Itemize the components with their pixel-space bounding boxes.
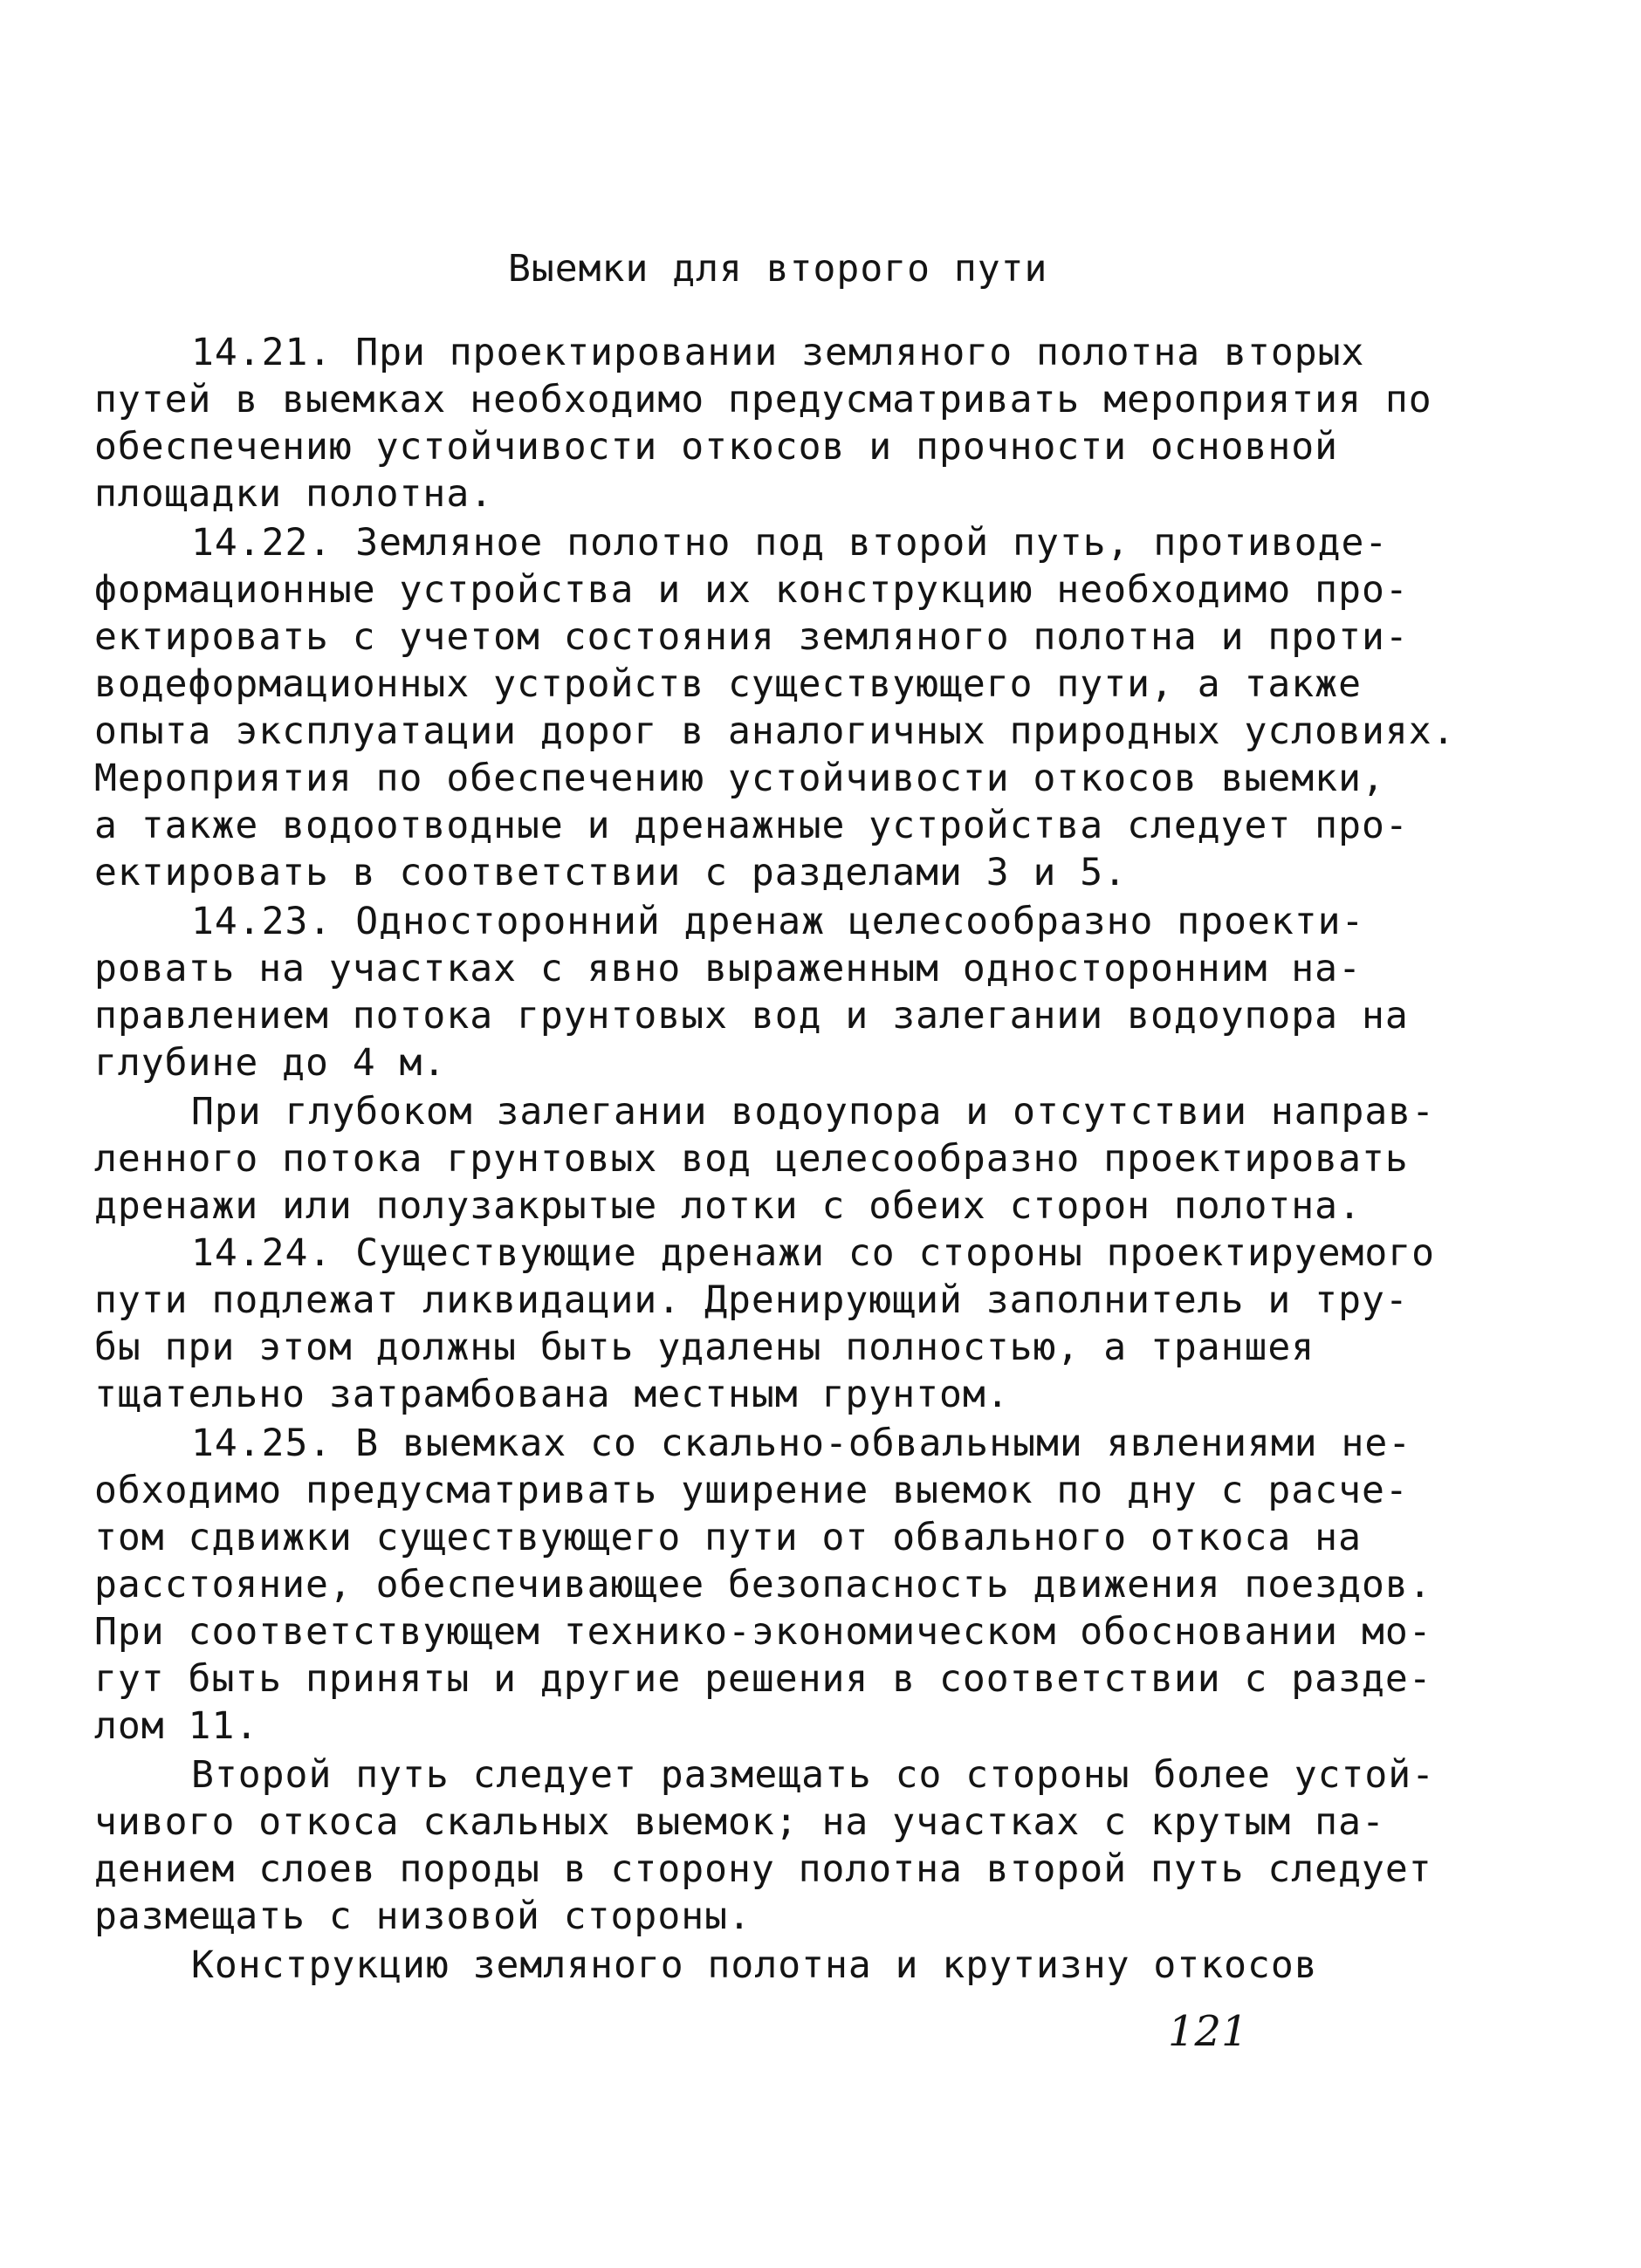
text-line: формационные устройства и их конструкцию необходимо про- <box>94 568 1409 612</box>
text-line: 14.25. В выемках со скально-обвальными явлениями не- <box>191 1422 1412 1465</box>
text-line: ленного потока грунтовых вод целесообразно проектировать <box>94 1137 1409 1181</box>
text-line: лом 11. <box>94 1704 259 1748</box>
text-line: площадки полотна. <box>94 472 494 516</box>
section-heading: Выемки для второго пути <box>508 247 1048 291</box>
text-line: водеформационных устройств существующего пути, а также <box>94 662 1362 706</box>
text-line: гут быть приняты и другие решения в соответствии с разде- <box>94 1657 1432 1701</box>
text-line: пути подлежат ликвидации. Дренирующий заполнитель и тру- <box>94 1278 1409 1322</box>
text-line: расстояние, обеспечивающее безопасность движения поездов. <box>94 1563 1432 1607</box>
text-line: ровать на участках с явно выраженным односторонним на- <box>94 947 1362 990</box>
text-line: бы при этом должны быть удалены полностью, а траншея <box>94 1326 1315 1369</box>
text-line: опыта эксплуатации дорог в аналогичных природных условиях. <box>94 709 1456 753</box>
text-line: 14.24. Существующие дренажи со стороны проектируемого <box>191 1231 1436 1275</box>
text-line: Второй путь следует размещать со стороны более устой- <box>191 1753 1436 1797</box>
text-line: глубине до 4 м. <box>94 1041 447 1085</box>
text-line: размещать с низовой стороны. <box>94 1895 752 1938</box>
text-line: Конструкцию земляного полотна и крутизну откосов <box>191 1943 1318 1987</box>
text-line: чивого откоса скальных выемок; на участках с крутым па- <box>94 1800 1385 1844</box>
text-line: а также водоотводные и дренажные устройства следует про- <box>94 804 1409 847</box>
text-line: путей в выемках необходимо предусматривать мероприятия по <box>94 378 1432 421</box>
text-line: обходимо предусматривать уширение выемок по дну с расче- <box>94 1469 1409 1512</box>
page-number: 121 <box>1168 2007 1248 2056</box>
text-line: При глубоком залегании водоупора и отсутствии направ- <box>191 1090 1436 1134</box>
text-line: правлением потока грунтовых вод и залегании водоупора на <box>94 994 1409 1038</box>
text-line: 14.22. Земляное полотно под второй путь, противоде- <box>191 521 1389 565</box>
text-line: обеспечению устойчивости откосов и прочности основной <box>94 425 1339 469</box>
text-line: дренажи или полузакрытые лотки с обеих сторон полотна. <box>94 1184 1362 1228</box>
text-line: дением слоев породы в сторону полотна второй путь следует <box>94 1847 1432 1891</box>
text-line: том сдвижки существующего пути от обвального откоса на <box>94 1516 1362 1559</box>
text-line: ектировать в соответствии с разделами 3 и 5. <box>94 851 1128 894</box>
text-line: При соответствующем технико-экономическом обосновании мо- <box>94 1610 1432 1654</box>
text-line: тщательно затрамбована местным грунтом. <box>94 1373 1010 1416</box>
text-line: 14.23. Односторонний дренаж целесообразно проекти- <box>191 900 1365 943</box>
text-line: 14.21. При проектировании земляного полотна вторых <box>191 331 1365 374</box>
text-line: ектировать с учетом состояния земляного полотна и проти- <box>94 615 1409 659</box>
text-line: Мероприятия по обеспечению устойчивости откосов выемки, <box>94 757 1385 800</box>
